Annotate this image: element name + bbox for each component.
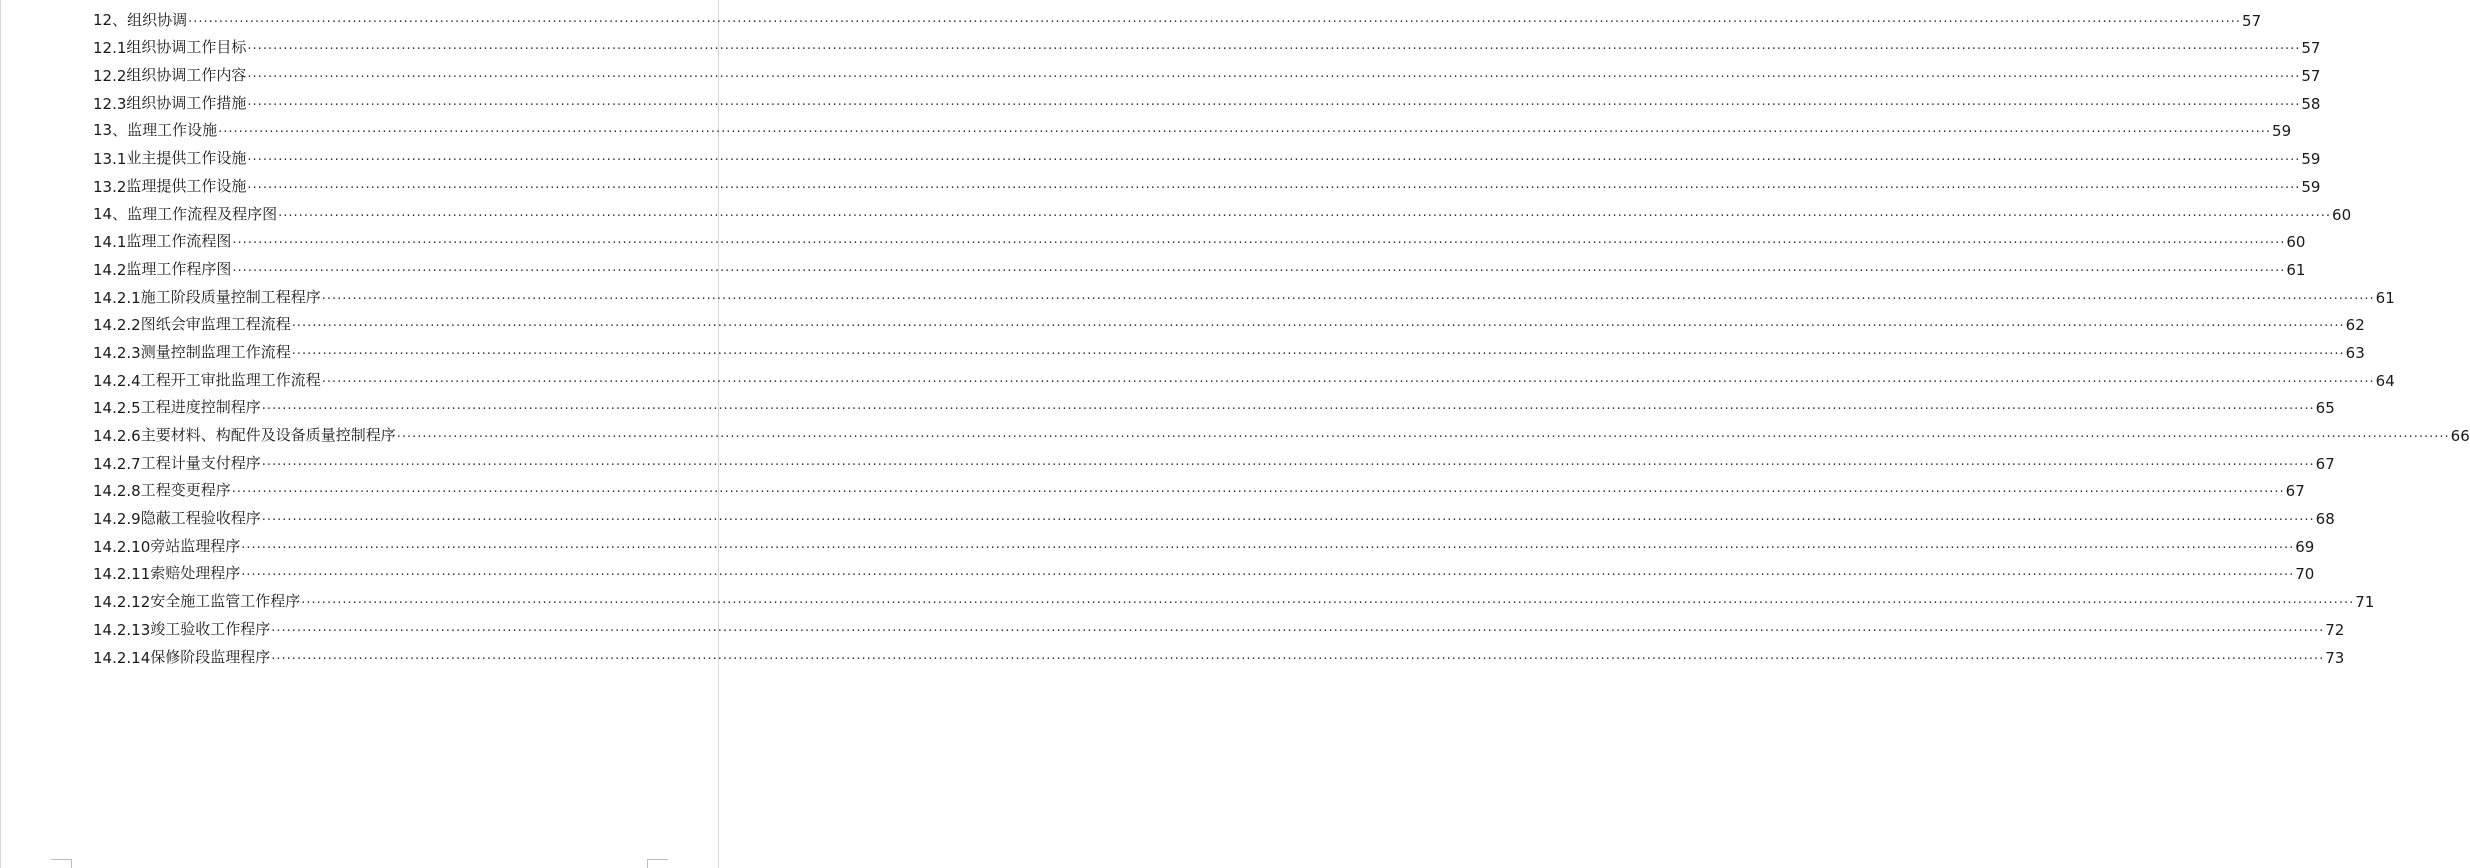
- toc-entry-page-number: 61: [2286, 260, 2306, 279]
- toc-dot-leader: ················································································································································································································································································································································································································: [261, 457, 2315, 473]
- toc-entry-page-number: 71: [2355, 593, 2375, 612]
- toc-entry-number: 12.2: [93, 67, 127, 86]
- toc-entry-number: 13、: [93, 121, 128, 140]
- toc-entry-page-number: 63: [2345, 343, 2365, 362]
- toc-entry-page-number: 65: [2315, 399, 2335, 418]
- toc-entry[interactable]: [93, 113, 2292, 141]
- toc-entry-page-number: 57: [2242, 11, 2262, 30]
- toc-entry[interactable]: [93, 57, 2321, 86]
- toc-entry-title: 图纸会审监理工程流程: [140, 315, 291, 334]
- toc-entry-title: 施工阶段质量控制工程程序: [140, 287, 321, 306]
- toc-entry-number: 14.2.14: [93, 648, 151, 667]
- toc-entry[interactable]: [93, 168, 2321, 196]
- toc-entry[interactable]: [93, 196, 2352, 224]
- toc-entry-page-number: 57: [2301, 67, 2321, 86]
- toc-entry-page-number: 62: [2345, 316, 2365, 335]
- toc-dot-leader: ················································································································································································································································································································································································································: [261, 513, 2315, 529]
- toc-entry-page-number: 59: [2301, 177, 2321, 196]
- toc-entry-page-number: 58: [2301, 94, 2321, 113]
- toc-entry[interactable]: [93, 224, 2306, 252]
- toc-entry-number: 14.1: [93, 233, 127, 252]
- toc-entry-page-number: 68: [2315, 510, 2335, 529]
- toc-entry-page-number: 72: [2325, 620, 2345, 639]
- toc-dot-leader: ················································································································································································································································································································································································································: [247, 42, 2301, 58]
- toc-entry-title: 监理工作流程图: [126, 232, 232, 251]
- toc-entry[interactable]: [93, 528, 2315, 556]
- toc-entry-number: 13.2: [93, 177, 127, 196]
- toc-entry-title: 隐蔽工程验收程序: [140, 509, 261, 528]
- toc-entry-page-number: 67: [2315, 454, 2335, 473]
- toc-entry-title: 旁站监理程序: [150, 536, 241, 555]
- toc-dot-leader: ················································································································································································································································································································································································································: [301, 596, 2355, 612]
- toc-dot-leader: ················································································································································································································································································································································································································: [271, 651, 2325, 667]
- toc-entry-title: 组织协调工作措施: [126, 93, 247, 112]
- toc-entry-number: 14.2.11: [93, 565, 151, 584]
- toc-entry-title: 组织协调工作目标: [126, 38, 247, 57]
- toc-entry[interactable]: [93, 279, 2395, 307]
- toc-entry-title: 索赔处理程序: [150, 564, 241, 583]
- toc-entry-page-number: 60: [2332, 205, 2352, 224]
- toc-entry[interactable]: [93, 445, 2335, 473]
- toc-dot-leader: ················································································································································································································································································································································································································: [241, 568, 2295, 584]
- toc-entry-number: 14.2: [93, 260, 127, 279]
- toc-entry-title: 工程开工审批监理工作流程: [140, 370, 321, 389]
- toc-entry-page-number: 66: [2450, 427, 2470, 445]
- toc-entry-number: 12.3: [93, 94, 127, 113]
- toc-entry-number: 14.2.9: [93, 510, 141, 529]
- toc-entry-title: 保修阶段监理程序: [150, 647, 271, 666]
- toc-entry-title: 监理工作设施: [127, 121, 218, 140]
- toc-entry-number: 14.2.10: [93, 537, 151, 556]
- toc-entry[interactable]: [93, 251, 2306, 279]
- toc-entry[interactable]: [93, 473, 2305, 501]
- toc-entry-number: 14.2.6: [93, 427, 141, 445]
- toc-entry[interactable]: [93, 334, 2365, 362]
- toc-entry-page-number: 57: [2301, 39, 2321, 58]
- toc-entry-number: 12、: [93, 10, 128, 29]
- toc-entry-number: 14、: [93, 204, 128, 223]
- toc-entry[interactable]: [93, 2, 2262, 30]
- page-corner-mark-left: [51, 859, 72, 868]
- toc-entry-page-number: 61: [2375, 288, 2395, 307]
- toc-dot-leader: ················································································································································································································································································································································································································: [218, 125, 2272, 141]
- toc-entry-title: 测量控制监理工作流程: [140, 342, 291, 361]
- toc-entry-title: 工程进度控制程序: [140, 398, 261, 417]
- toc-dot-leader: ················································································································································································································································································································································································································: [321, 291, 2375, 307]
- toc-dot-leader: ················································································································································································································································································································································································································: [247, 70, 2301, 86]
- toc-dot-leader: ················································································································································································································································································································································································································: [321, 374, 2375, 390]
- toc-entry[interactable]: [93, 30, 2321, 58]
- toc-entry-number: 14.2.3: [93, 343, 141, 362]
- toc-dot-leader: ················································································································································································································································································································································································································: [247, 97, 2301, 113]
- toc-entry-page-number: 69: [2295, 537, 2315, 556]
- toc-entry-number: 14.2.12: [93, 593, 151, 612]
- toc-entry-number: 14.2.4: [93, 371, 141, 390]
- page-corner-mark-right: [647, 859, 668, 868]
- toc-dot-leader: ················································································································································································································································································································································································································: [247, 153, 2301, 169]
- toc-entry-title: 工程计量支付程序: [140, 453, 261, 472]
- toc-entry-page-number: 60: [2286, 233, 2306, 252]
- toc-entry-number: 14.2.7: [93, 454, 141, 473]
- toc-entry[interactable]: [93, 417, 2470, 445]
- toc-dot-leader: ················································································································································································································································································································································································································: [188, 14, 2242, 30]
- toc-dot-leader: ················································································································································································································································································································································································································: [232, 263, 2286, 279]
- toc-dot-leader: ················································································································································································································································································································································································································: [231, 485, 2285, 501]
- toc-entry-title: 主要材料、构配件及设备质量控制程序: [140, 426, 396, 444]
- toc-entry-number: 13.1: [93, 150, 127, 169]
- toc-entry-page-number: 70: [2295, 565, 2315, 584]
- toc-entry-title: 安全施工监管工作程序: [150, 592, 301, 611]
- toc-entry[interactable]: [93, 85, 2321, 113]
- toc-entry-number: 14.2.5: [93, 399, 141, 418]
- toc-entry[interactable]: [93, 556, 2315, 584]
- toc-entry-number: 14.2.2: [93, 316, 141, 335]
- toc-dot-leader: ················································································································································································································································································································································································································: [278, 208, 2332, 224]
- toc-entry-title: 组织协调工作内容: [126, 66, 247, 85]
- toc-entry[interactable]: [93, 362, 2395, 390]
- table-of-contents: [93, 2, 2470, 667]
- toc-entry-number: 14.2.13: [93, 620, 151, 639]
- toc-entry-title: 组织协调: [127, 10, 188, 29]
- toc-entry[interactable]: [93, 639, 2345, 667]
- toc-entry[interactable]: [93, 390, 2335, 418]
- toc-dot-leader: ················································································································································································································································································································································································································: [396, 430, 2450, 445]
- toc-entry-page-number: 59: [2272, 122, 2292, 141]
- toc-entry-number: 14.2.8: [93, 482, 141, 501]
- toc-entry[interactable]: [93, 140, 2321, 169]
- toc-entry-title: 竣工验收工作程序: [150, 619, 271, 638]
- toc-dot-leader: ················································································································································································································································································································································································································: [247, 180, 2301, 196]
- toc-entry[interactable]: [93, 583, 2375, 612]
- toc-entry-page-number: 64: [2375, 371, 2395, 390]
- toc-entry[interactable]: [93, 500, 2335, 529]
- toc-entry-title: 工程变更程序: [140, 481, 231, 500]
- toc-entry-page-number: 67: [2285, 482, 2305, 501]
- toc-dot-leader: ················································································································································································································································································································································································································: [261, 402, 2315, 418]
- toc-entry-page-number: 73: [2325, 648, 2345, 667]
- toc-entry-title: 监理提供工作设施: [126, 176, 247, 195]
- toc-entry-number: 14.2.1: [93, 288, 141, 307]
- toc-entry-title: 业主提供工作设施: [126, 149, 247, 168]
- toc-entry-title: 监理工作流程及程序图: [127, 204, 278, 223]
- toc-entry[interactable]: [93, 611, 2345, 639]
- toc-entry[interactable]: [93, 307, 2365, 335]
- toc-entry-page-number: 59: [2301, 150, 2321, 169]
- toc-dot-leader: ················································································································································································································································································································································································································: [291, 319, 2345, 335]
- toc-entry-title: 监理工作程序图: [126, 259, 232, 278]
- toc-dot-leader: ················································································································································································································································································································································································································: [232, 236, 2286, 252]
- toc-dot-leader: ················································································································································································································································································································································································································: [291, 346, 2345, 362]
- toc-dot-leader: ················································································································································································································································································································································································································: [271, 623, 2325, 639]
- toc-dot-leader: ················································································································································································································································································································································································································: [241, 540, 2295, 556]
- toc-entry-number: 12.1: [93, 39, 127, 58]
